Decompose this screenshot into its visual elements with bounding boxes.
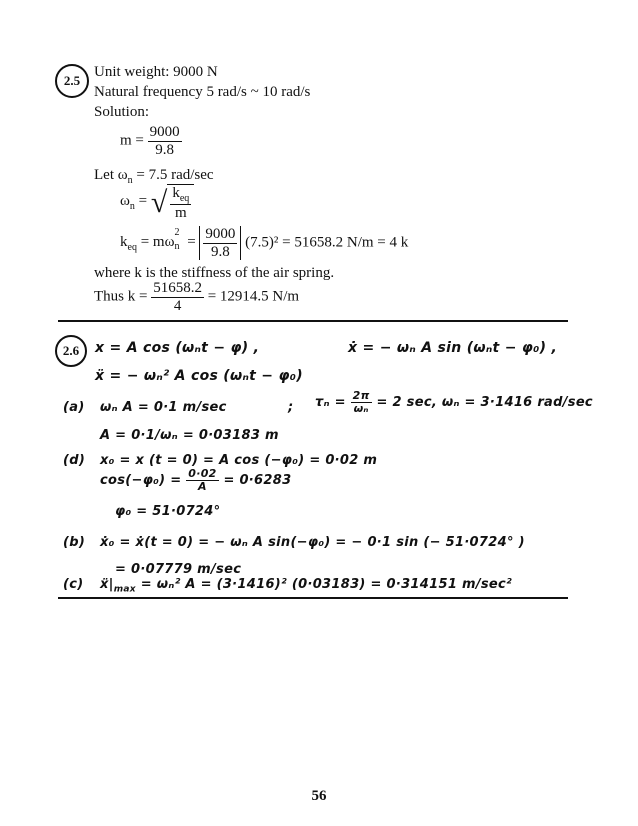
part-d-tag: (d) bbox=[63, 453, 86, 468]
thus-k-equation: Thus k = $\frac{51658.2}{4}$ = 12914.5 N/m bbox=[94, 280, 300, 314]
stiffness-note: where k is the stiffness of the air spring. bbox=[94, 265, 335, 281]
mass-fraction: $\frac{9000}{9.8}$ bbox=[149, 124, 180, 158]
natural-frequency-line: Natural frequency 5 rad/s ~ 10 rad/s bbox=[94, 84, 311, 100]
keq-equation: $k_{eq} = m\omega$ 2 n = $\frac{9000}{9.8}$ (7.5)² = 51658.2 N/m = 4 k bbox=[120, 226, 409, 260]
part-d-phase-angle: φ₀ = 51·0724° bbox=[115, 504, 221, 519]
part-a-tag: (a) bbox=[63, 400, 85, 415]
problem-number-badge-2-6: 2.6 bbox=[55, 335, 87, 367]
part-c-tag-visible: (c) bbox=[63, 577, 84, 592]
part-b-tag: (b) bbox=[63, 535, 86, 550]
part-a-amplitude-velocity: ωₙ A = 0·1 m/sec bbox=[100, 400, 227, 415]
part-b-initial-velocity: ẋ₀ = ẋ(t = 0) = − ωₙ A sin(−φ₀) = − 0·1 sin (− 51·0724° ) bbox=[100, 535, 525, 550]
part-d-cosine: cos(−φ₀) = $\frac{0\cdot 02}{A}$ = 0·6283 bbox=[100, 467, 292, 494]
square-root: √ $\frac{k_{eq}}{m}$ bbox=[151, 184, 194, 222]
divider-line bbox=[58, 320, 568, 322]
keq-bracket: $\frac{9000}{9.8}$ bbox=[199, 226, 241, 260]
displacement-equation: x = A cos (ωₙt − φ) , bbox=[95, 340, 260, 356]
part-a-period: τₙ = $\frac{2\pi}{\text{ωₙ}}$ = 2 sec, ωₙ = 3·1416 rad/sec bbox=[315, 389, 593, 416]
omega-sqrt-equation: $\omega_n$ = √ $\frac{k_{eq}}{m}$ bbox=[120, 184, 194, 222]
problem-number-badge-2-5: 2.5 bbox=[55, 64, 89, 98]
part-a-separator: ; bbox=[288, 400, 294, 415]
mass-equation: m = $\frac{9000}{9.8}$ bbox=[120, 124, 180, 158]
solution-heading: Solution: bbox=[94, 104, 150, 120]
let-omega-line: Let $\omega_n = 7.5$ rad/sec bbox=[94, 167, 214, 186]
part-a-amplitude: A = 0·1/ωₙ = 0·03183 m bbox=[100, 428, 279, 443]
bottom-divider-line bbox=[58, 597, 568, 599]
acceleration-equation: ẍ = − ωₙ² A cos (ωₙt − φ₀) bbox=[95, 368, 303, 384]
part-b-result: = 0·07779 m/sec bbox=[115, 562, 242, 577]
page-number: 56 bbox=[311, 788, 327, 804]
unit-weight-line: Unit weight: 9000 N bbox=[94, 64, 218, 80]
velocity-equation: ẋ = − ωₙ A sin (ωₙt − φ₀) , bbox=[348, 340, 558, 356]
part-c-max-acceleration: $ẍ|_{max} = \omega_n^2$ A = (3·1416)² (0·03183) = 0·314151 m/sec² bbox=[100, 577, 513, 595]
part-d-initial-displacement: x₀ = x (t = 0) = A cos (−φ₀) = 0·02 m bbox=[100, 453, 378, 468]
